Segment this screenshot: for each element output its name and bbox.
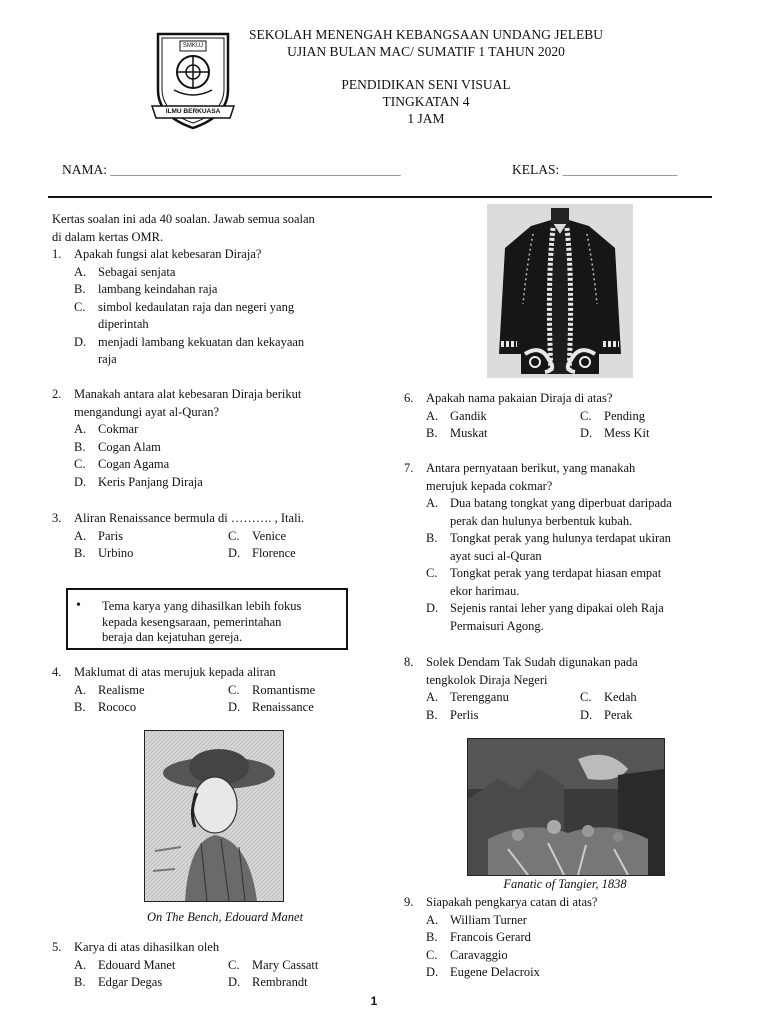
q7-option-d: Sejenis rantai leher yang dipakai oleh Raja Permaisuri Agong. bbox=[450, 601, 664, 633]
q5-option-c: Mary Cassatt bbox=[252, 957, 319, 972]
class-field bbox=[512, 162, 677, 178]
q1-option-b: lambang keindahan raja bbox=[98, 282, 218, 296]
tangier-caption: Fanatic of Tangier, 1838 bbox=[503, 877, 627, 891]
q9-option-b: Francois Gerard bbox=[450, 930, 531, 944]
logo-top-text: SMKUJ bbox=[182, 43, 204, 49]
class-line: _________________ bbox=[562, 162, 678, 177]
exam-title: UJIAN BULAN MAC/ SUMATIF 1 TAHUN 2020 bbox=[287, 44, 565, 59]
instructions: Kertas soalan ini ada 40 soalan. Jawab semua soalan di dalam kertas OMR. bbox=[52, 212, 315, 244]
name-field bbox=[62, 162, 401, 178]
q6-option-a: Gandik bbox=[450, 408, 487, 423]
q4-option-c: Romantisme bbox=[252, 682, 316, 697]
q3-option-c: Venice bbox=[252, 528, 287, 543]
q6-option-c: Pending bbox=[604, 408, 645, 423]
q7-option-b: Tongkat perak yang hulunya terdapat ukiran ayat suci al-Quran bbox=[450, 531, 671, 563]
q8-option-c: Kedah bbox=[604, 690, 637, 704]
manet-caption: On The Bench, Edouard Manet bbox=[146, 910, 304, 924]
question-6: 6. Apakah nama pakaian Diraja di atas? A. Gandik C. Pending B. Muskat D. Mess Kit bbox=[404, 390, 734, 443]
q8-option-a: Terengganu bbox=[450, 690, 509, 704]
q3-option-a: Paris bbox=[98, 528, 123, 543]
question-4: 4. Maklumat di atas merujuk kepada aliran A. Realisme C. Romantisme B. Rococo D. Renaissance bbox=[52, 664, 382, 717]
name-line: ___________________________________________ bbox=[110, 162, 401, 177]
question-5: 5. Karya di atas dihasilkan oleh A. Edouard Manet C. Mary Cassatt B. Edgar Degas D. Rembrandt bbox=[52, 939, 382, 992]
q8-option-d: Perak bbox=[604, 707, 633, 722]
header-divider bbox=[48, 196, 712, 198]
q4-option-d: Renaissance bbox=[252, 700, 314, 714]
q7-option-c: Tongkat perak yang terdapat hiasan empat ekor harimau. bbox=[450, 566, 662, 598]
q2-option-d: Keris Panjang Diraja bbox=[98, 474, 203, 489]
q1-option-a: Sebagai senjata bbox=[98, 264, 176, 279]
q9-option-d: Eugene Delacroix bbox=[450, 965, 540, 979]
q9-option-c: Caravaggio bbox=[450, 947, 508, 962]
duration: 1 JAM bbox=[407, 111, 445, 126]
q2-option-c: Cogan Agama bbox=[98, 457, 170, 471]
q1-option-d: menjadi lambang kekuatan dan kekayaan raja bbox=[98, 334, 305, 366]
class-label: KELAS: bbox=[512, 162, 560, 177]
q8-option-b: Perlis bbox=[450, 707, 479, 722]
info-box: • Tema karya yang dihasilkan lebih fokus kepada kesengsaraan, pemerintahan beraja dan kejatuhan gereja. bbox=[66, 588, 348, 650]
bullet-icon: • bbox=[76, 598, 81, 613]
question-1: 1. Apakah fungsi alat kebesaran Diraja? A. Sebagai senjata B. lambang keindahan raja C. simbol kedaulatan raja dan negeri yang diperintah D. menjadi lambang kekuatan dan kekayaan raja bbox=[52, 246, 372, 369]
q4-option-b: Rococo bbox=[98, 700, 137, 714]
q4-option-a: Realisme bbox=[98, 682, 145, 697]
q5-option-b: Edgar Degas bbox=[98, 975, 163, 989]
manet-painting-image bbox=[144, 730, 284, 902]
tangier-painting-image bbox=[467, 738, 665, 876]
question-3: 3. Aliran Renaissance bermula di ………. , Itali. A. Paris C. Venice B. Urbino D. Florence bbox=[52, 510, 382, 563]
royal-jacket-image bbox=[487, 204, 633, 378]
subject-title: PENDIDIKAN SENI VISUAL bbox=[341, 77, 511, 92]
q2-option-b: Cogan Alam bbox=[98, 439, 161, 454]
question-8: 8. Solek Dendam Tak Sudah digunakan pada tengkolok Diraja Negeri A. Terengganu C. Kedah B. Perlis D. Perak bbox=[404, 654, 734, 724]
q5-option-a: Edouard Manet bbox=[98, 957, 176, 972]
q2-option-a: Cokmar bbox=[98, 422, 139, 436]
question-2: 2. Manakah antara alat kebesaran Diraja berikut mengandungi ayat al-Quran? A. Cokmar B. Cogan Alam C. Cogan Agama D. Keris Panjang Diraja bbox=[52, 386, 372, 491]
page-number: 1 bbox=[370, 994, 378, 1008]
q6-option-b: Muskat bbox=[450, 426, 488, 440]
q7-option-a: Dua batang tongkat yang diperbuat daripada perak dan hulunya berbentuk kubah. bbox=[450, 496, 672, 528]
q5-option-d: Rembrandt bbox=[252, 975, 308, 989]
school-name: SEKOLAH MENENGAH KEBANGSAAN UNDANG JELEBU bbox=[249, 27, 603, 42]
question-9: 9. Siapakah pengkarya catan di atas? A. William Turner B. Francois Gerard C. Caravaggio D. Eugene Delacroix bbox=[404, 894, 724, 982]
level-title: TINGKATAN 4 bbox=[382, 94, 470, 109]
page-header bbox=[222, 26, 630, 127]
q9-option-a: William Turner bbox=[450, 912, 527, 927]
q1-option-c: simbol kedaulatan raja dan negeri yang diperintah bbox=[98, 299, 295, 331]
name-label: NAMA: bbox=[62, 162, 108, 177]
q6-option-d: Mess Kit bbox=[604, 426, 650, 440]
question-7: 7. Antara pernyataan berikut, yang manakah merujuk kepada cokmar? A. Dua batang tongkat yang diperbuat daripada perak dan hulunya berbentuk kubah. B. Tongkat perak yang hulunya terdapat ukiran ayat suci al-Quran C. Tongkat perak yang terdapat hiasan empat ekor harimau. D. Sejenis rantai leher yang dipakai oleh Raja Permaisuri Agong. bbox=[404, 460, 724, 635]
logo-motto: ILMU BERKUASA bbox=[165, 108, 221, 115]
q3-option-b: Urbino bbox=[98, 546, 134, 560]
q3-option-d: Florence bbox=[252, 546, 296, 560]
